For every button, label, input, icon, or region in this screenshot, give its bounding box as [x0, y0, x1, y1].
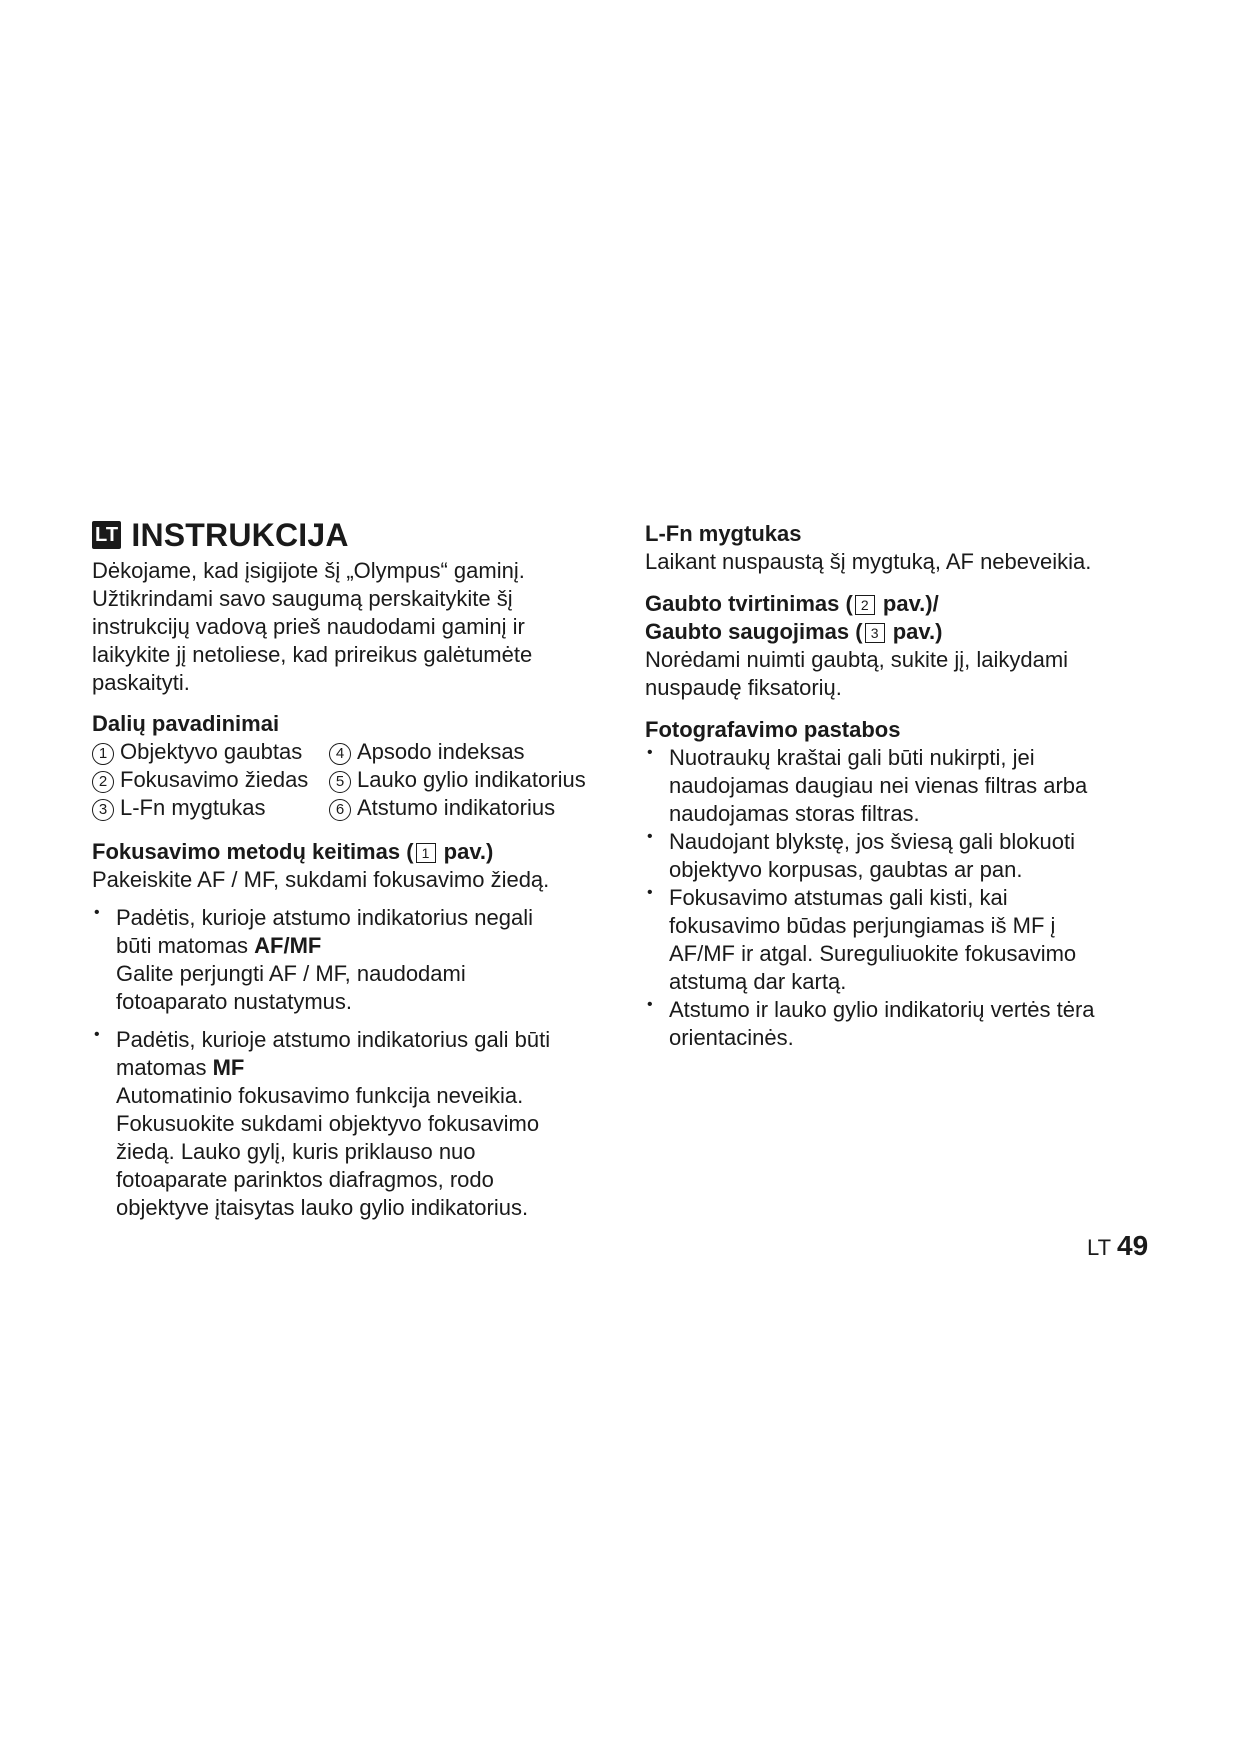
bullet-line: Automatinio fokusavimo funkcija neveikia. [116, 1083, 524, 1108]
heading-text: pav.)/ [876, 591, 939, 616]
list-item [92, 766, 329, 794]
bullet-line: žiedą. Lauko gylį, kuris priklauso nuo [116, 1139, 476, 1164]
bullet-text: matomas [116, 1055, 213, 1080]
intro-line: instrukcijų vadovą prieš naudodami gaminį ir [92, 614, 525, 639]
bullet-line: • Naudojant blykstę, jos šviesą gali blokuoti [669, 829, 1076, 854]
focus-switch-text: Pakeiskite AF / MF, sukdami fokusavimo žiedą. [92, 867, 550, 892]
bullet-line: naudojamas storas filtras. [669, 801, 920, 826]
heading-text: Gaubto saugojimas ( [645, 619, 863, 644]
notes-section [645, 716, 1155, 1052]
list-item [92, 738, 329, 766]
bullet-line: • Padėtis, kurioje atstumo indikatorius negali [116, 905, 534, 930]
hood-heading-2 [645, 618, 1155, 646]
list-item [92, 904, 632, 1016]
intro-line: Užtikrindami savo saugumą perskaitykite šį [92, 586, 513, 611]
parts-heading: Dalių pavadinimai [92, 711, 280, 736]
number-circle-1: 1 [92, 743, 114, 765]
hood-heading-1 [645, 590, 1155, 618]
bullet-line: fokusavimo būdas perjungiamas iš MF į [669, 913, 1056, 938]
hood-text: nuspaudę fiksatorių. [645, 675, 842, 700]
part-label: Fokusavimo žiedas [120, 767, 309, 792]
bullet-line: fotoaparate parinktos diafragmos, rodo [116, 1167, 494, 1192]
list-item [645, 884, 1155, 996]
footer-language: LT [1087, 1235, 1112, 1260]
bullet-text: būti matomas [116, 933, 255, 958]
hood-section [645, 590, 1155, 702]
bullet-line: orientacinės. [669, 1025, 794, 1050]
list-item [645, 828, 1155, 884]
part-label: Apsodo indeksas [357, 739, 525, 764]
page-title [92, 515, 349, 555]
parts-section [92, 710, 622, 822]
lfn-section [645, 520, 1155, 576]
focus-switch-section [92, 838, 632, 1222]
bullet-line: Fokusuokite sukdami objektyvo fokusavimo [116, 1111, 540, 1136]
bullet-line: AF/MF ir atgal. Sureguliuokite fokusavimo [669, 941, 1077, 966]
mode-label: MF [212, 1055, 245, 1080]
heading-text: Gaubto tvirtinimas ( [645, 591, 853, 616]
lfn-heading: L-Fn mygtukas [645, 521, 802, 546]
figure-ref-1: 1 [416, 843, 436, 863]
number-circle-4: 4 [329, 743, 351, 765]
bullet-line: Galite perjungti AF / MF, naudodami [116, 961, 466, 986]
figure-ref-3: 3 [865, 623, 885, 643]
list-item [645, 744, 1155, 828]
bullet-line: fotoaparato nustatymus. [116, 989, 353, 1014]
list-item [92, 1026, 632, 1222]
number-circle-2: 2 [92, 771, 114, 793]
part-label: Lauko gylio indikatorius [357, 767, 586, 792]
heading-text: Fokusavimo metodų keitimas ( [92, 839, 414, 864]
focus-switch-heading [92, 838, 632, 866]
bullet-line [116, 1054, 632, 1082]
number-circle-6: 6 [329, 799, 351, 821]
list-item [329, 766, 609, 794]
bullet-line: atstumą dar kartą. [669, 969, 847, 994]
list-item [329, 794, 609, 822]
bullet-line: • Padėtis, kurioje atstumo indikatorius gali būti [116, 1027, 551, 1052]
list-item [92, 794, 329, 822]
intro-line: laikykite jį netoliese, kad prireikus galėtumėte [92, 642, 533, 667]
bullet-line: • Nuotraukų kraštai gali būti nukirpti, jei [669, 745, 1035, 770]
intro-paragraph [92, 557, 612, 697]
figure-ref-2: 2 [855, 595, 875, 615]
notes-heading: Fotografavimo pastabos [645, 717, 901, 742]
part-label: L-Fn mygtukas [120, 795, 266, 820]
lfn-text: Laikant nuspaustą šį mygtuką, AF nebeveikia. [645, 549, 1092, 574]
bullet-line: • Atstumo ir lauko gylio indikatorių vertės tėra [669, 997, 1095, 1022]
heading-text: pav.) [886, 619, 943, 644]
part-label: Objektyvo gaubtas [120, 739, 303, 764]
heading-text: pav.) [437, 839, 494, 864]
parts-list [92, 738, 622, 822]
part-label: Atstumo indikatorius [357, 795, 556, 820]
page-footer [1087, 1230, 1148, 1264]
mode-label: AF/MF [254, 933, 322, 958]
list-item [645, 996, 1155, 1052]
page-number: 49 [1117, 1230, 1149, 1261]
bullet-line: objektyvo korpusas, gaubtas ar pan. [669, 857, 1023, 882]
title-text: INSTRUKCIJA [131, 517, 349, 553]
number-circle-3: 3 [92, 799, 114, 821]
hood-text: Norėdami nuimti gaubtą, sukite jį, laikydami [645, 647, 1069, 672]
list-item [329, 738, 609, 766]
intro-line: Dėkojame, kad įsigijote šį „Olympus“ gaminį. [92, 558, 525, 583]
bullet-line: naudojamas daugiau nei vienas filtras arba [669, 773, 1088, 798]
language-badge: LT [92, 521, 121, 549]
bullet-line [116, 932, 632, 960]
intro-line: paskaityti. [92, 670, 190, 695]
bullet-line: • Fokusavimo atstumas gali kisti, kai [669, 885, 1008, 910]
number-circle-5: 5 [329, 771, 351, 793]
bullet-line: objektyve įtaisytas lauko gylio indikatorius. [116, 1195, 529, 1220]
